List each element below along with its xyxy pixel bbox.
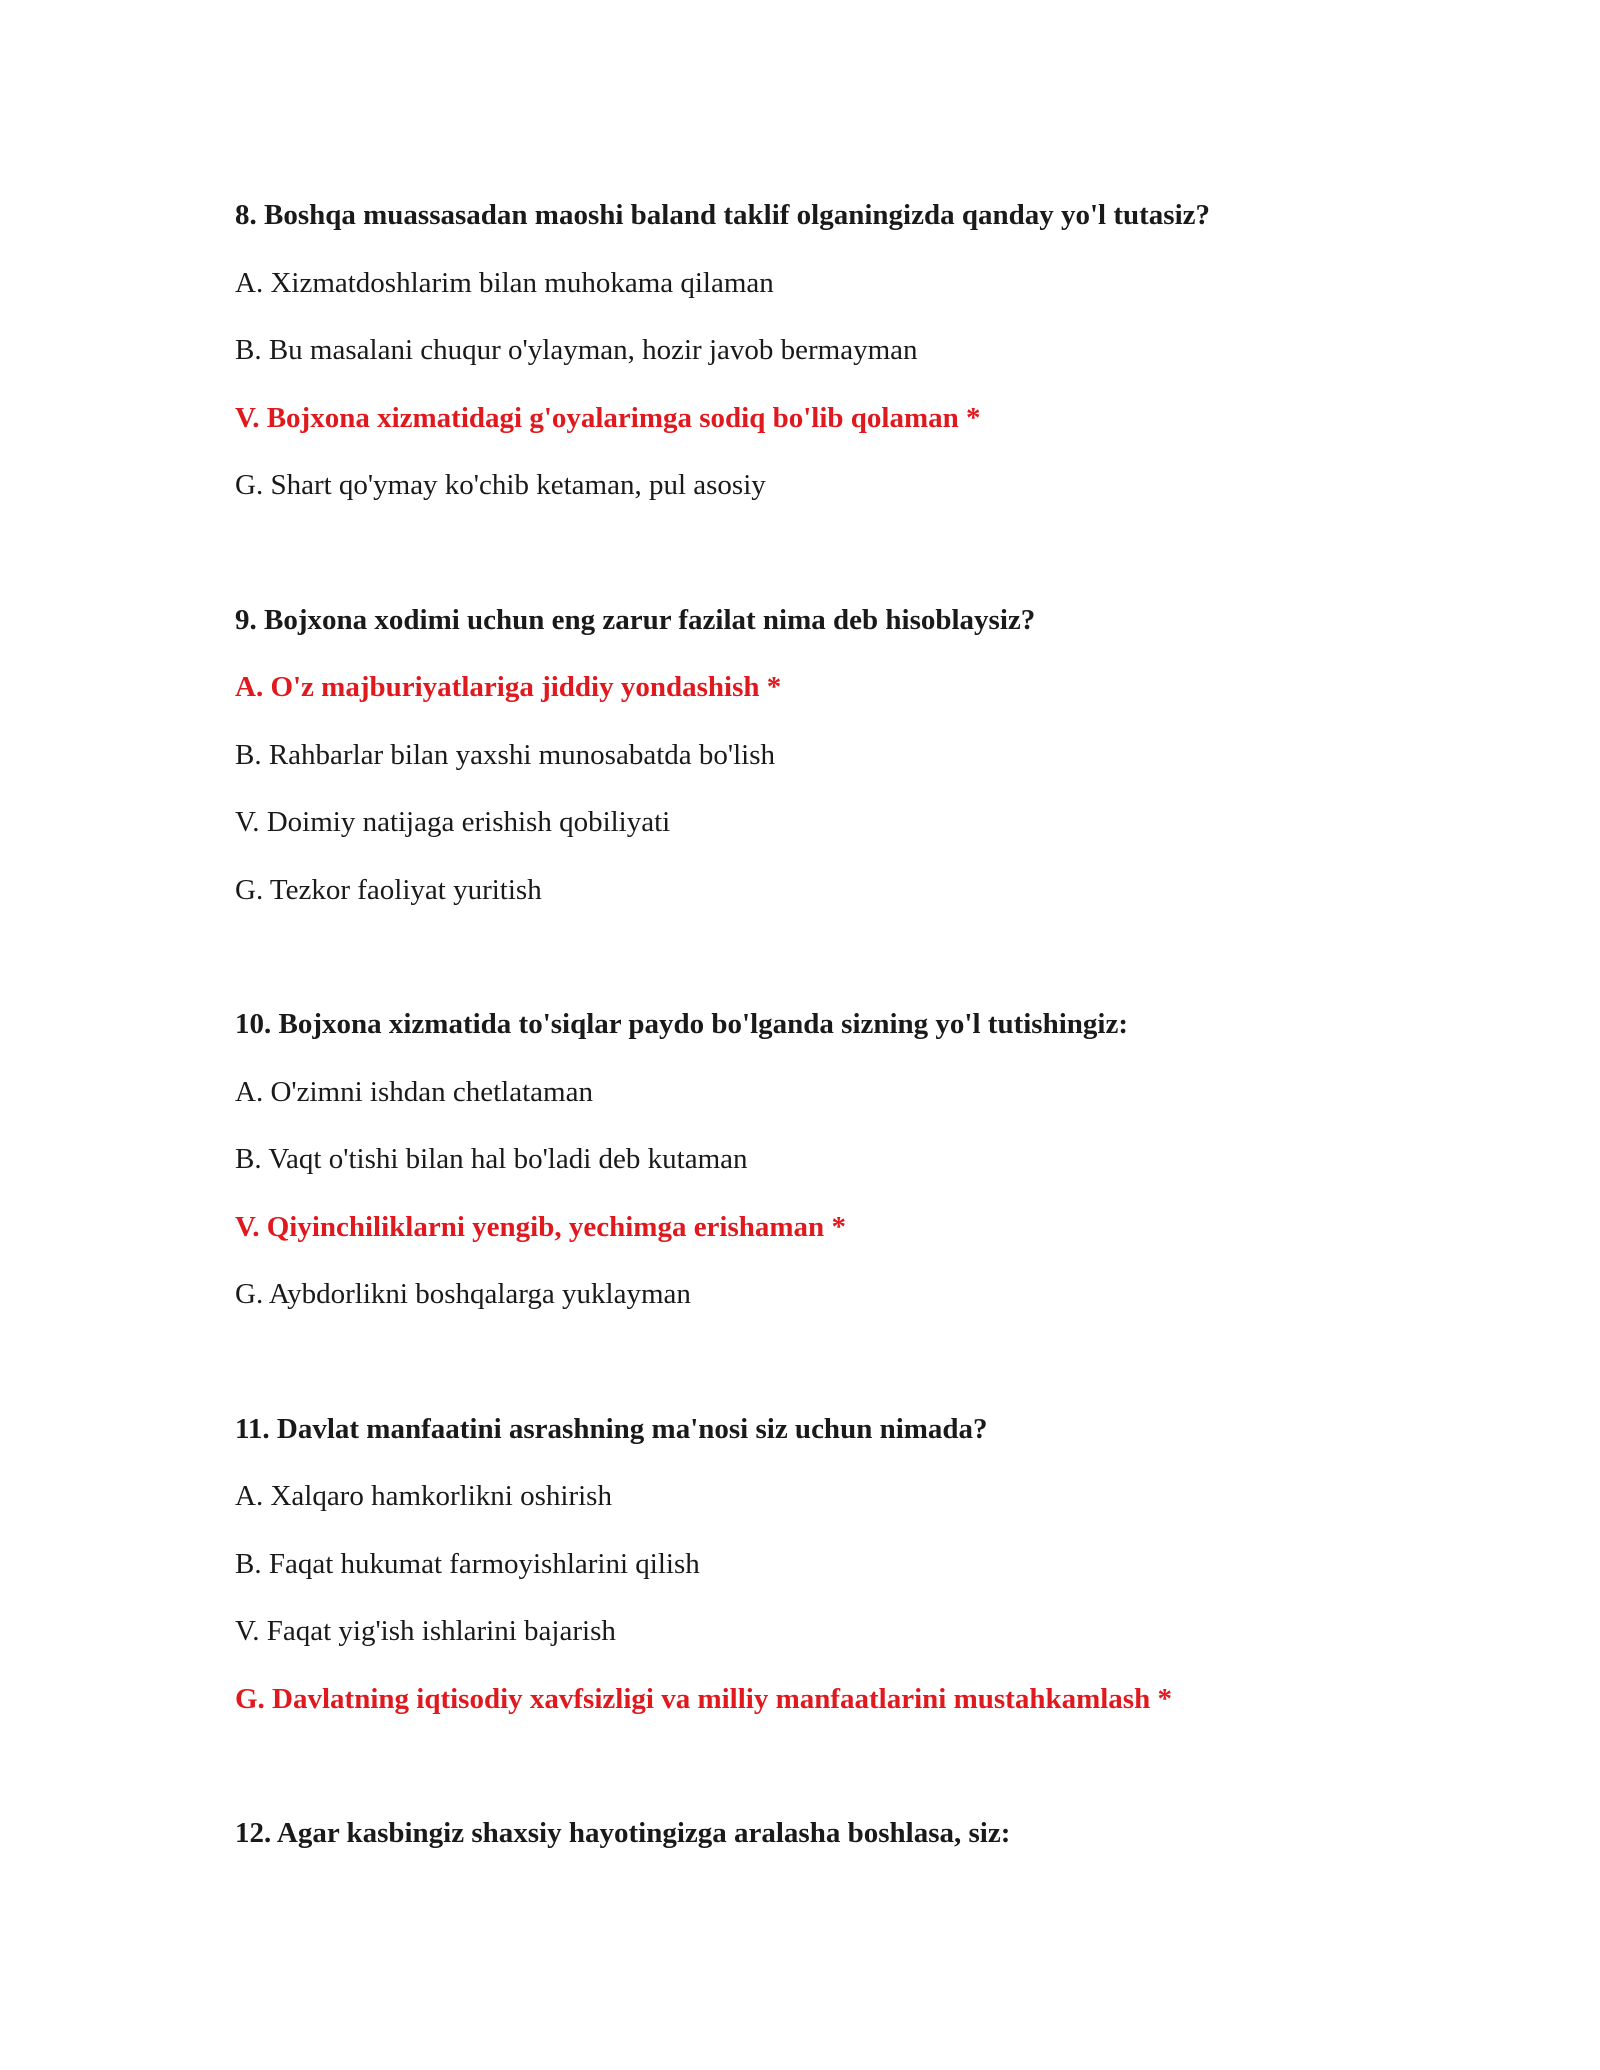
correct-answer-option: V. Qiyinchiliklarni yengib, yechimga erishaman * <box>235 1210 846 1243</box>
answer-option: B. Bu masalani chuqur o'ylayman, hozir javob bermayman <box>235 334 918 366</box>
answer-option: A. O'zimni ishdan chetlataman <box>235 1075 593 1108</box>
answer-option: A. Xizmatdoshlarim bilan muhokama qilaman <box>235 266 774 299</box>
answer-option: V. Doimiy natijaga erishish qobiliyati <box>235 806 671 838</box>
question-block <box>235 182 1435 520</box>
question-text: 9. Bojxona xodimi uchun eng zarur fazilat nima deb hisoblaysiz? <box>235 603 1036 636</box>
question-block <box>235 587 1435 925</box>
question-text: 11. Davlat manfaatini asrashning ma'nosi siz uchun nimada? <box>235 1412 988 1445</box>
correct-answer-option: V. Bojxona xizmatidagi g'oyalarimga sodiq bo'lib qolaman * <box>235 401 981 434</box>
answer-option: B. Faqat hukumat farmoyishlarini qilish <box>235 1547 700 1580</box>
answer-option: V. Faqat yig'ish ishlarini bajarish <box>235 1615 616 1647</box>
quiz-content <box>235 182 1435 1935</box>
correct-answer-option: G. Davlatning iqtisodiy xavfsizligi va milliy manfaatlarini mustahkamlash * <box>235 1682 1172 1715</box>
question-text: 12. Agar kasbingiz shaxsiy hayotingizga aralasha boshlasa, siz: <box>235 1817 1011 1849</box>
answer-option: G. Aybdorlikni boshqalarga yuklayman <box>235 1278 691 1310</box>
answer-option: G. Shart qo'ymay ko'chib ketaman, pul asosiy <box>235 469 766 501</box>
question-block <box>235 991 1435 1329</box>
answer-option: G. Tezkor faoliyat yuritish <box>235 873 542 906</box>
answer-option: A. Xalqaro hamkorlikni oshirish <box>235 1480 612 1512</box>
question-text: 10. Bojxona xizmatida to'siqlar paydo bo'lganda sizning yo'l tutishingiz: <box>235 1008 1128 1040</box>
answer-option: B. Vaqt o'tishi bilan hal bo'ladi deb kutaman <box>235 1143 748 1175</box>
question-block <box>235 1800 1435 1868</box>
question-text: 8. Boshqa muassasadan maoshi baland taklif olganingizda qanday yo'l tutasiz? <box>235 199 1210 231</box>
answer-option: B. Rahbarlar bilan yaxshi munosabatda bo'lish <box>235 738 776 771</box>
correct-answer-option: A. O'z majburiyatlariga jiddiy yondashish * <box>235 671 782 703</box>
question-block <box>235 1396 1435 1734</box>
